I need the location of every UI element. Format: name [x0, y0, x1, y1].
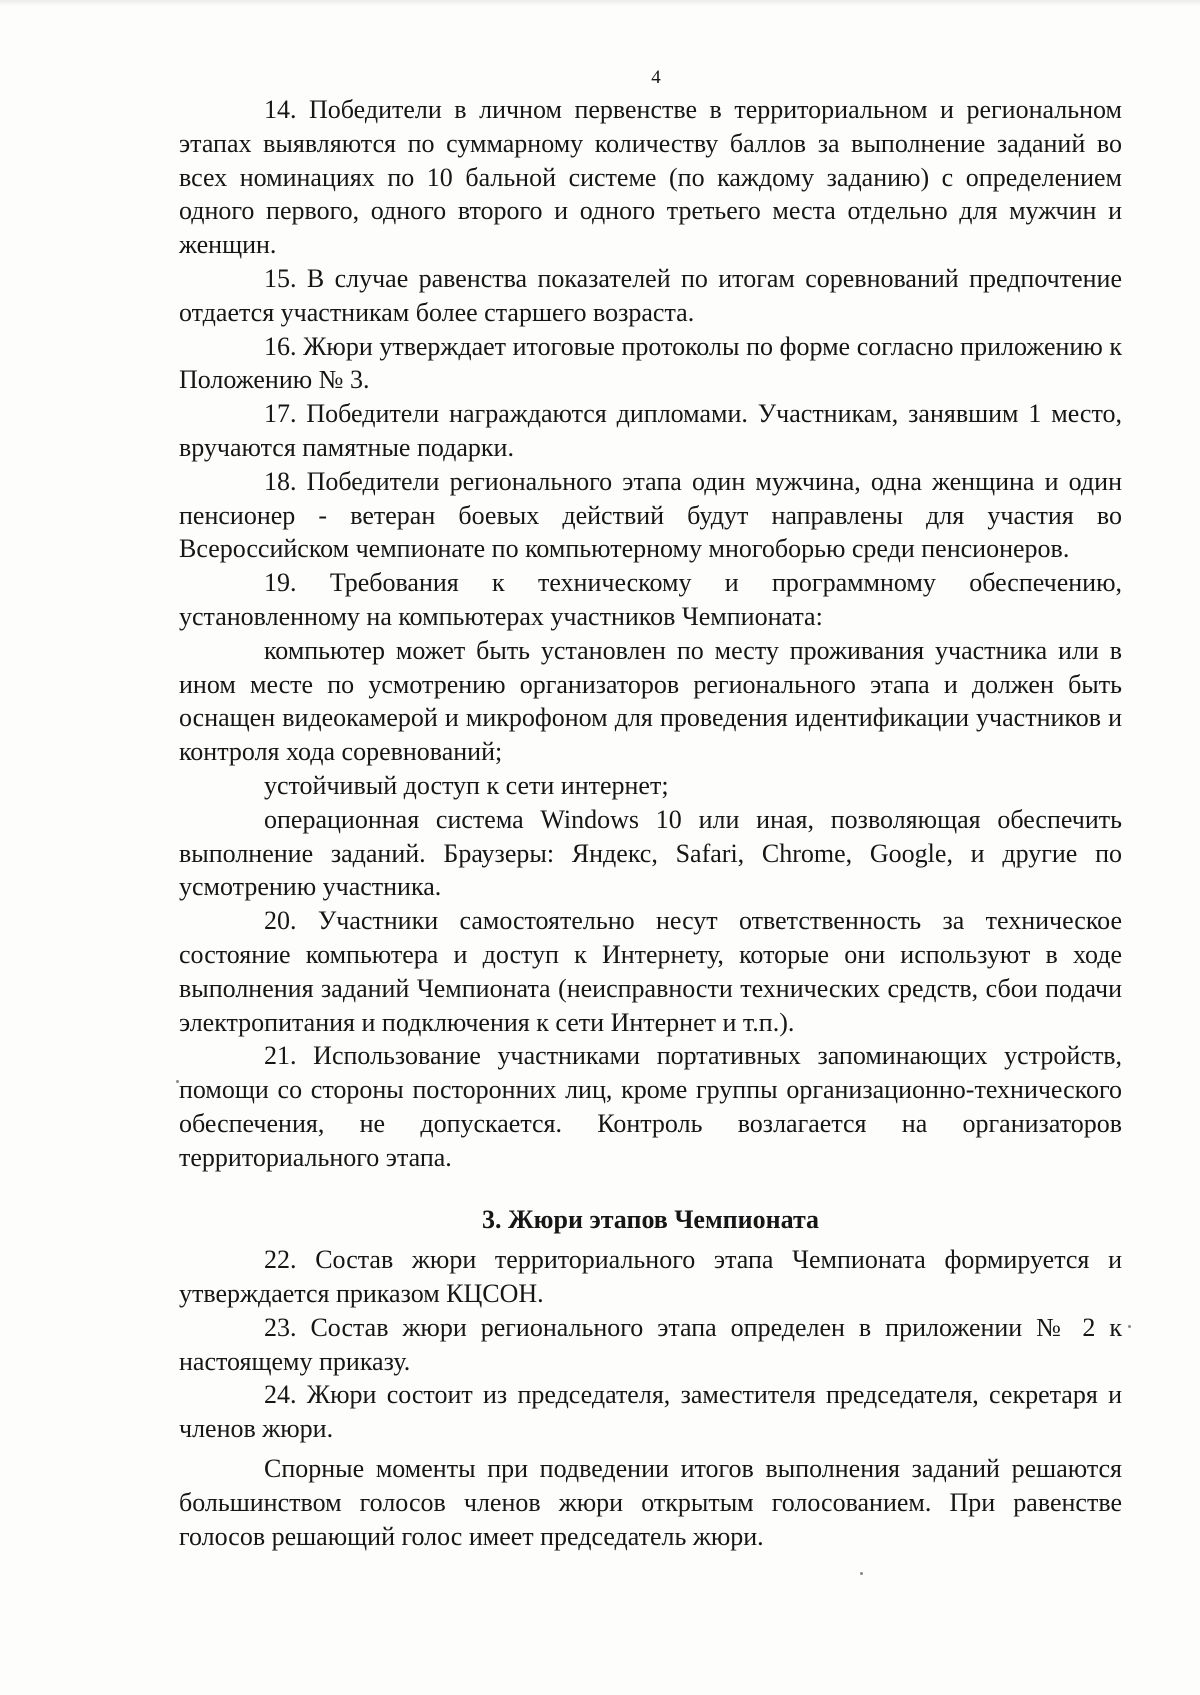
scan-edge: [0, 0, 1200, 6]
paragraph-23: 23. Состав жюри регионального этапа определен в приложении № 2 к настоящему приказу.: [179, 1312, 1122, 1376]
paragraph-19: 19. Требования к техническому и программному обеспечению, установленному на компьютерах участников Чемпионата:: [179, 568, 1122, 631]
scan-speck: [860, 1572, 863, 1575]
paragraph-24: 24. Жюри состоит из председателя, заместителя председателя, секретаря и членов жюри.: [179, 1380, 1122, 1444]
paragraph-18: 18. Победители регионального этапа один мужчина, одна женщина и один пенсионер - ветеран боевых действий будут направлены для участия во Всероссийском чемпионате по компьютерному многоборью среди пенсионеров.: [179, 466, 1122, 564]
scan-speck: [176, 1080, 179, 1083]
paragraph-22: 22. Состав жюри территориального этапа Чемпионата формируется и утверждается приказом КЦСОН.: [179, 1245, 1122, 1309]
page-number: 4: [651, 67, 661, 88]
paragraph-15: 15. В случае равенства показателей по итогам соревнований предпочтение отдается участникам более старшего возраста.: [179, 263, 1122, 327]
paragraph-disputes: Спорные моменты при подведении итогов выполнения заданий решаются большинством голосов членов жюри открытым голосованием. При равенстве голосов решающий голос имеет председатель жюри.: [179, 1454, 1122, 1551]
scan-speck: [1128, 1325, 1131, 1328]
document-body: [179, 93, 1122, 1553]
paragraph-17: 17. Победители награждаются дипломами. Участникам, занявшим 1 место, вручаются памятные подарки.: [179, 399, 1122, 462]
paragraph-20: 20. Участники самостоятельно несут ответственность за техническое состояние компьютера и доступ к Интернету, которые они используют в ходе выполнения заданий Чемпионата (неисправности технических средств, сбои подачи электропитания и подключения к сети Интернет и т.п.).: [179, 906, 1122, 1037]
requirement-computer: компьютер может быть установлен по месту проживания участника или в ином месте по усмотрению организаторов регионального этапа и должен быть оснащен видеокамерой и микрофоном для проведения идентификации участников и контроля хода соревнований;: [179, 635, 1122, 767]
paragraph-14: 14. Победители в личном первенстве в территориальном и региональном этапах выявляются по суммарному количеству баллов за выполнение заданий во всех номинациях по 10 бальной системе (по каждому заданию) с определением одного первого, одного второго и одного третьего места отдельно для мужчин и женщин.: [179, 95, 1122, 260]
section-heading: 3. Жюри этапов Чемпионата: [481, 1204, 820, 1234]
paragraph-16: 16. Жюри утверждает итоговые протоколы по форме согласно приложению к Положению № 3.: [179, 331, 1122, 395]
paragraph-21: 21. Использование участниками портативных запоминающих устройств, помощи со стороны посторонних лиц, кроме группы организационно-технического обеспечения, не допускается. Контроль возлагается на организаторов территориального этапа.: [179, 1041, 1122, 1172]
requirement-os-browsers: операционная система Windows 10 или иная, позволяющая обеспечить выполнение заданий. Браузеры: Яндекс, Safari, Chrome, Google, и другие по усмотрению участника.: [179, 804, 1122, 902]
requirement-internet: устойчивый доступ к сети интернет;: [264, 770, 669, 800]
